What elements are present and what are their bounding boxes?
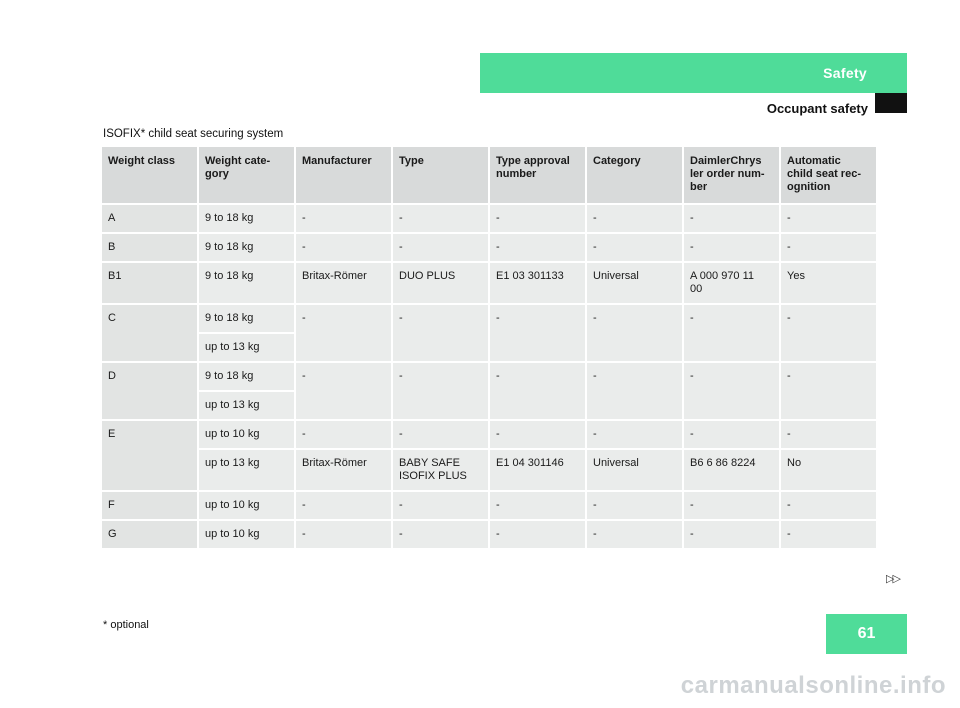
table-cell: - — [587, 363, 682, 419]
page-number: 61 — [826, 614, 907, 654]
table-row — [102, 363, 876, 390]
table-row — [102, 234, 876, 261]
table-cell: - — [393, 205, 488, 232]
table-cell: - — [587, 234, 682, 261]
table-cell: Britax-Römer — [296, 450, 391, 490]
table-row — [102, 305, 876, 332]
table-cell: - — [296, 305, 391, 361]
watermark: carmanualsonline.info — [680, 672, 946, 699]
table-cell: 9 to 18 kg — [199, 205, 294, 232]
table-cell: - — [587, 305, 682, 361]
table-cell: - — [684, 363, 779, 419]
table-cell: DUO PLUS — [393, 263, 488, 303]
table-cell: up to 10 kg — [199, 421, 294, 448]
table-cell: up to 10 kg — [199, 521, 294, 548]
table-cell: A 000 970 11 00 — [684, 263, 779, 303]
table-cell: up to 13 kg — [199, 392, 294, 419]
weight-class-cell: F — [102, 492, 197, 519]
weight-class-cell: B — [102, 234, 197, 261]
table-cell: - — [684, 305, 779, 361]
column-header: DaimlerChrys ler order num- ber — [684, 147, 779, 203]
column-header: Weight class — [102, 147, 197, 203]
isofix-table — [100, 145, 878, 550]
column-header: Type — [393, 147, 488, 203]
table-cell: 9 to 18 kg — [199, 234, 294, 261]
chapter-marker — [875, 93, 907, 113]
table-cell: - — [781, 363, 876, 419]
table-cell: - — [684, 234, 779, 261]
table-cell: - — [684, 421, 779, 448]
table-cell: - — [684, 492, 779, 519]
table-cell: - — [490, 521, 585, 548]
weight-class-cell: G — [102, 521, 197, 548]
column-header: Category — [587, 147, 682, 203]
chapter-tab-label: Safety — [823, 65, 867, 81]
table-cell: E1 04 301146 — [490, 450, 585, 490]
table-cell: - — [296, 234, 391, 261]
table-cell: - — [393, 421, 488, 448]
table-cell: 9 to 18 kg — [199, 263, 294, 303]
table-cell: - — [296, 205, 391, 232]
table-cell: - — [393, 305, 488, 361]
table-cell: Universal — [587, 263, 682, 303]
weight-class-cell: E — [102, 421, 197, 490]
table-cell: - — [490, 492, 585, 519]
table-body — [102, 205, 876, 548]
table-cell: - — [296, 521, 391, 548]
table-cell: - — [781, 521, 876, 548]
weight-class-cell: D — [102, 363, 197, 419]
table-header-row — [102, 147, 876, 203]
optional-footnote: * optional — [103, 619, 149, 631]
table-row — [102, 421, 876, 448]
table-cell: B6 6 86 8224 — [684, 450, 779, 490]
column-header: Weight cate- gory — [199, 147, 294, 203]
table-cell: - — [684, 205, 779, 232]
table-cell: 9 to 18 kg — [199, 305, 294, 332]
table-cell: - — [296, 492, 391, 519]
table-cell: - — [393, 492, 488, 519]
table-cell: - — [781, 205, 876, 232]
table-cell: BABY SAFE ISOFIX PLUS — [393, 450, 488, 490]
table-cell: No — [781, 450, 876, 490]
column-header: Manufacturer — [296, 147, 391, 203]
chapter-tab — [480, 53, 907, 93]
table-cell: Universal — [587, 450, 682, 490]
table-cell: - — [490, 305, 585, 361]
table-cell: - — [490, 363, 585, 419]
table-cell: - — [296, 363, 391, 419]
table-cell: - — [781, 234, 876, 261]
table-cell: - — [490, 234, 585, 261]
table-cell: - — [490, 421, 585, 448]
table-cell: 9 to 18 kg — [199, 363, 294, 390]
table-row — [102, 263, 876, 303]
table-cell: up to 13 kg — [199, 450, 294, 490]
table-caption: ISOFIX* child seat securing system — [103, 128, 284, 140]
table-cell: Yes — [781, 263, 876, 303]
table-cell: E1 03 301133 — [490, 263, 585, 303]
table-cell: - — [781, 305, 876, 361]
weight-class-cell: C — [102, 305, 197, 361]
table-cell: - — [587, 492, 682, 519]
table-row — [102, 205, 876, 232]
column-header: Automatic child seat rec- ognition — [781, 147, 876, 203]
weight-class-cell: B1 — [102, 263, 197, 303]
table-cell: up to 13 kg — [199, 334, 294, 361]
table-cell: - — [781, 421, 876, 448]
table-cell: - — [393, 363, 488, 419]
table-cell: - — [587, 521, 682, 548]
table-cell: - — [393, 234, 488, 261]
table-cell: up to 10 kg — [199, 492, 294, 519]
section-title: Occupant safety — [766, 101, 868, 116]
double-triangle-right-icon: ▷▷ — [886, 573, 899, 585]
table-row — [102, 521, 876, 548]
table-row — [102, 450, 876, 490]
table-cell: Britax-Römer — [296, 263, 391, 303]
table-cell: - — [490, 205, 585, 232]
table-cell: - — [587, 205, 682, 232]
table-row — [102, 492, 876, 519]
table-cell: - — [587, 421, 682, 448]
weight-class-cell: A — [102, 205, 197, 232]
table-cell: - — [296, 421, 391, 448]
table-cell: - — [684, 521, 779, 548]
table-cell: - — [781, 492, 876, 519]
table-cell: - — [393, 521, 488, 548]
column-header: Type approval number — [490, 147, 585, 203]
